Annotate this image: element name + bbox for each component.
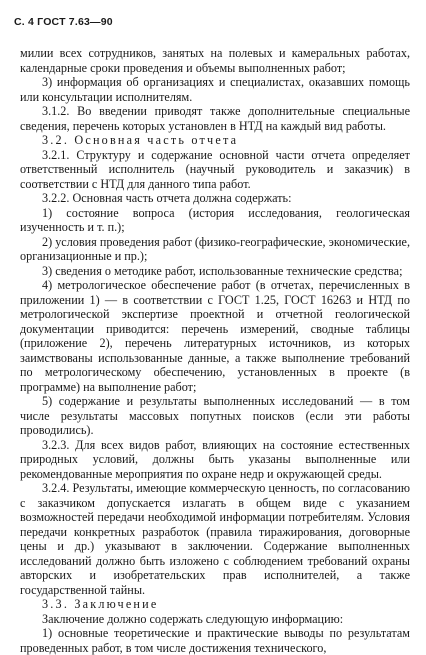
paragraph: 3) информация об организациях и специалистах, оказавших помощь или консультации исполнителям. bbox=[20, 75, 410, 104]
paragraph: 3.2.3. Для всех видов работ, влияющих на состояние естественных природных условий, должны быть указаны выполненные или рекомендованные мероприятия по охране недр и окружающей среды. bbox=[20, 437, 410, 481]
paragraph: 2) условия проведения работ (физико-географические, экономические, организационные и пр.); bbox=[20, 234, 410, 263]
paragraph: 3.2.4. Результаты, имеющие коммерческую ценность, по согласованию с заказчиком допускается излагать в общем виде с указанием возможностей передачи необходимой информации потребителям. Условия передачи конкретных разработок (правила тиражирования, договорные цены и др.) указывают в заключении. Содержание выполненных исследований должно быть изложено с соблюдением требований охраны авторских и изобретательских прав исполнителей, а также государственной тайны. bbox=[20, 481, 410, 597]
paragraph: 5) содержание и результаты выполненных исследований — в том числе результаты массовых попутных поисков (если эти работы проводились). bbox=[20, 394, 410, 437]
page-header: С. 4 ГОСТ 7.63—90 bbox=[14, 16, 113, 28]
paragraph: 3.2.1. Структуру и содержание основной части отчета определяет ответственный исполнитель (научный руководитель и заказчик) в соответствии с НТД для данного типа работ. bbox=[20, 147, 410, 191]
section-heading: 3.3. Заключение bbox=[42, 597, 159, 611]
paragraph: 1) состояние вопроса (история исследования, геологическая изученность и т. п.); bbox=[20, 205, 410, 234]
paragraph: 3) сведения о методике работ, использованные технические средства; bbox=[42, 263, 403, 278]
section-heading: 3.2. Основная часть отчета bbox=[42, 133, 239, 147]
document-body bbox=[20, 46, 410, 655]
paragraph: милии всех сотрудников, занятых на полевых и камеральных работах, календарные сроки проведения и объемы выполненных работ; bbox=[20, 46, 410, 75]
paragraph: 4) метрологическое обеспечение работ (в отчетах, перечисленных в приложении 1) — в соответствии с ГОСТ 1.25, ГОСТ 16263 и НТД по метрологической экспертизе проектной и отчетной геологической документации приводится: перечень измерений, сводные таблицы (приложение 2), перечень литературных источников, из которых заимствованы использованные данные, а также выполнение требований по метрологическому обеспечению, установленных в проекте (в программе) на выполнение работ; bbox=[20, 278, 410, 394]
paragraph: Заключение должно содержать следующую информацию: bbox=[42, 611, 344, 626]
paragraph: 1) основные теоретические и практические выводы по результатам проведенных работ, в том числе достижения технического, bbox=[20, 626, 410, 655]
paragraph: 3.2.2. Основная часть отчета должна содержать: bbox=[42, 191, 292, 205]
paragraph: 3.1.2. Во введении приводят также дополнительные специальные сведения, перечень которых установлен в НТД на каждый вид работы. bbox=[20, 104, 410, 133]
